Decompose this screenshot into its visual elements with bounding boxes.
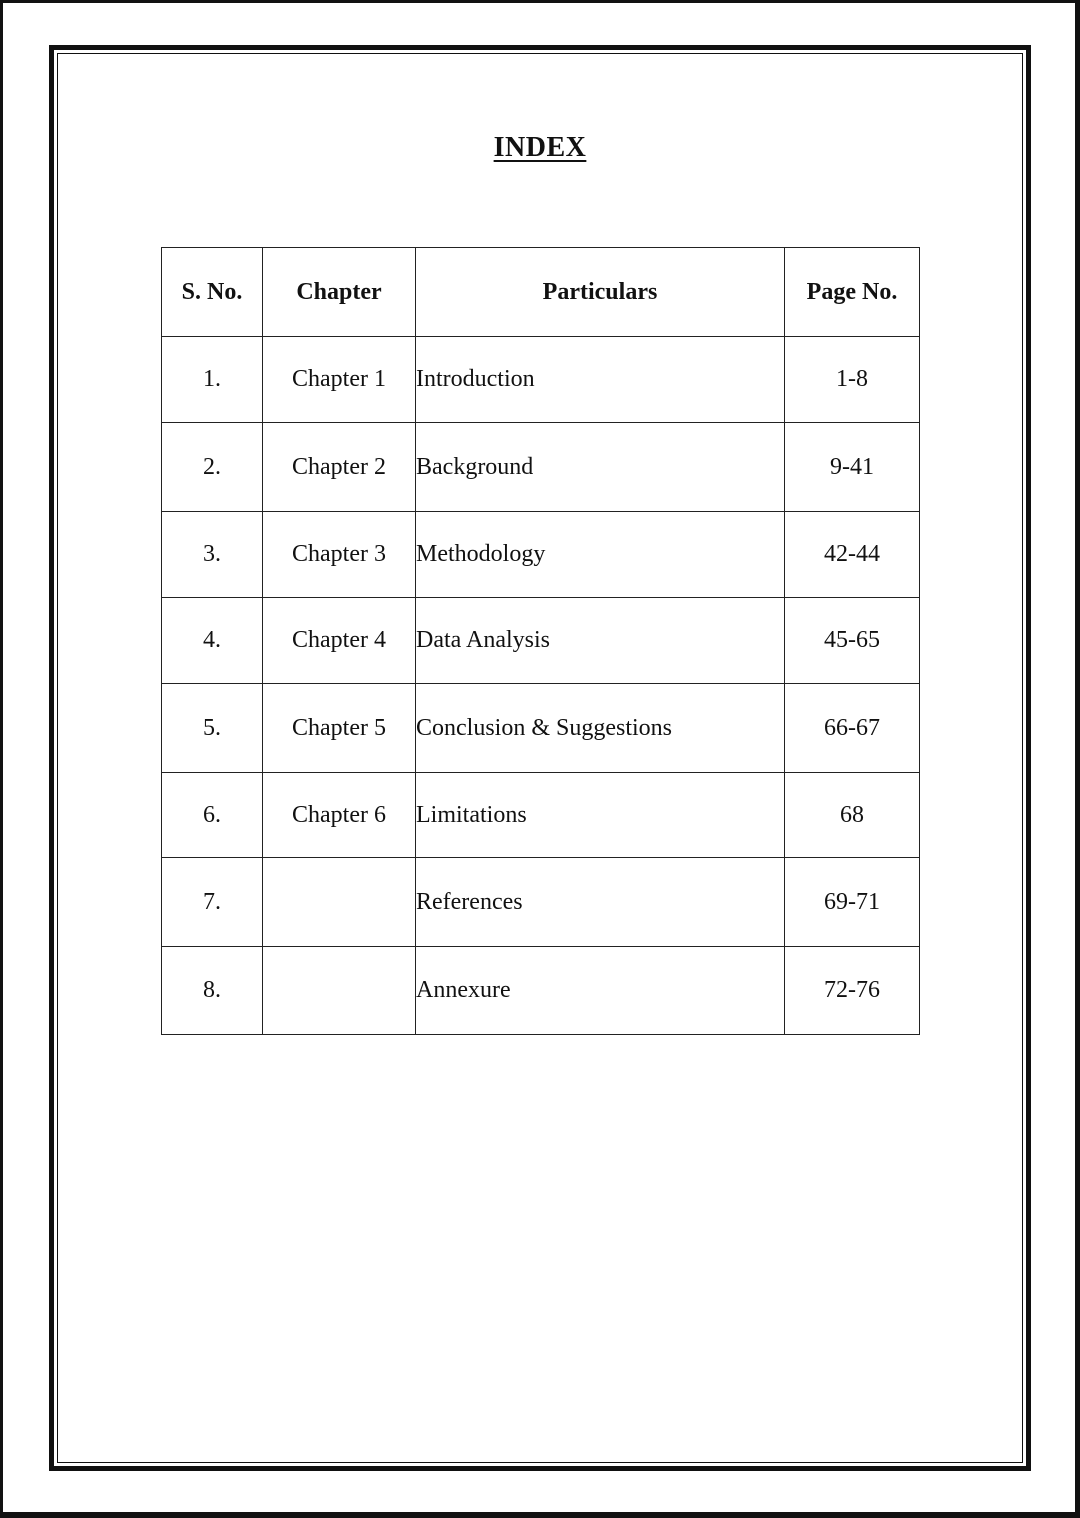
cell-chapter: Chapter 3 <box>263 512 416 598</box>
cell-page: 1-8 <box>785 337 920 423</box>
cell-particulars: Introduction <box>416 337 785 423</box>
cell-chapter <box>263 858 416 947</box>
table-row <box>162 423 920 512</box>
cell-chapter: Chapter 4 <box>263 598 416 684</box>
table-row <box>162 947 920 1035</box>
cell-particulars: Limitations <box>416 773 785 858</box>
cell-sno: 2. <box>162 423 263 512</box>
cell-chapter: Chapter 5 <box>263 684 416 773</box>
cell-particulars: Methodology <box>416 512 785 598</box>
cell-particulars: Background <box>416 423 785 512</box>
cell-chapter <box>263 947 416 1035</box>
cell-particulars: References <box>416 858 785 947</box>
cell-page: 45-65 <box>785 598 920 684</box>
cell-sno: 1. <box>162 337 263 423</box>
table-row <box>162 858 920 947</box>
page-title: INDEX <box>493 132 587 163</box>
cell-sno: 4. <box>162 598 263 684</box>
table-row <box>162 598 920 684</box>
cell-chapter: Chapter 2 <box>263 423 416 512</box>
index-table <box>161 247 920 1035</box>
header-page: Page No. <box>785 248 920 337</box>
cell-sno: 8. <box>162 947 263 1035</box>
header-sno: S. No. <box>162 248 263 337</box>
cell-sno: 7. <box>162 858 263 947</box>
cell-particulars: Annexure <box>416 947 785 1035</box>
cell-page: 69-71 <box>785 858 920 947</box>
table-row <box>162 512 920 598</box>
cell-sno: 6. <box>162 773 263 858</box>
table-row <box>162 773 920 858</box>
cell-page: 42-44 <box>785 512 920 598</box>
header-chapter: Chapter <box>263 248 416 337</box>
cell-page: 9-41 <box>785 423 920 512</box>
table-row <box>162 337 920 423</box>
cell-sno: 3. <box>162 512 263 598</box>
cell-chapter: Chapter 1 <box>263 337 416 423</box>
cell-chapter: Chapter 6 <box>263 773 416 858</box>
cell-particulars: Data Analysis <box>416 598 785 684</box>
cell-page: 68 <box>785 773 920 858</box>
cell-page: 72-76 <box>785 947 920 1035</box>
table-row <box>162 684 920 773</box>
table-header-row <box>162 248 920 337</box>
cell-particulars: Conclusion & Suggestions <box>416 684 785 773</box>
cell-sno: 5. <box>162 684 263 773</box>
header-particulars: Particulars <box>416 248 785 337</box>
cell-page: 66-67 <box>785 684 920 773</box>
